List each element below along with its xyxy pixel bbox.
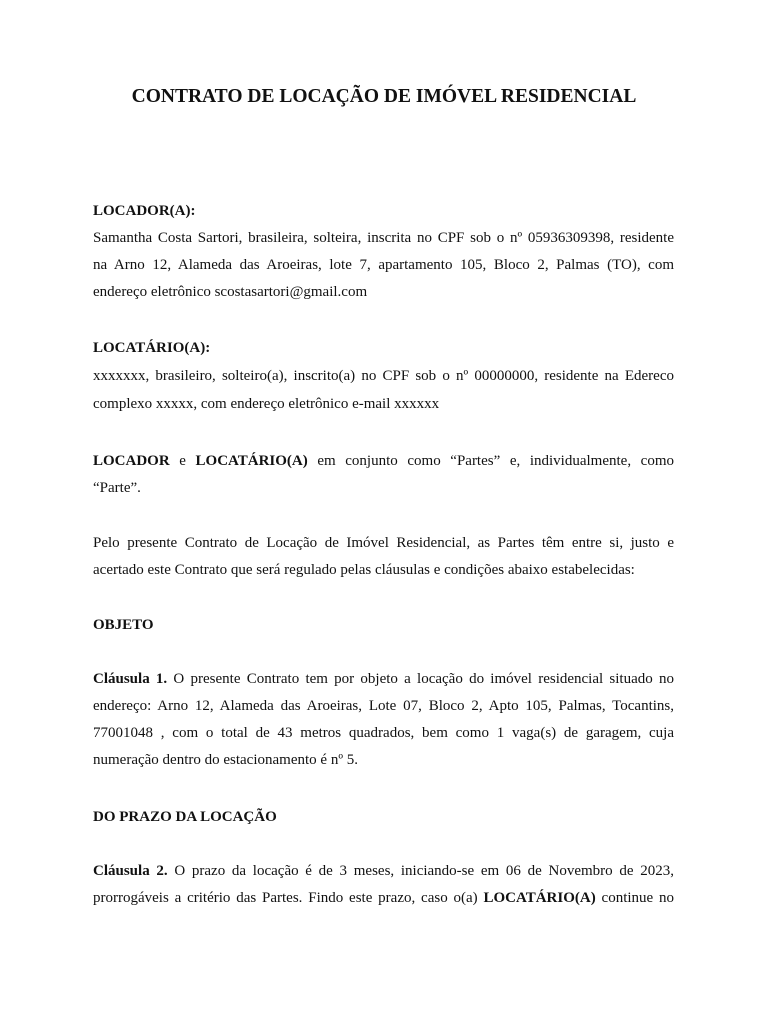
locador-label: LOCADOR(A): [93, 203, 196, 219]
clausula-text: prorrogáveis a critério das Partes. Findo este prazo, caso o(a) [93, 890, 484, 906]
locador-line: na Arno 12, Alameda das Aroeiras, lote 7, apartamento 105, Bloco 2, Palmas (TO), com [93, 257, 674, 273]
clausula-line: endereço: Arno 12, Alameda das Aroeiras, Lote 07, Bloco 2, Apto 105, Palmas, Tocantins, [93, 698, 674, 714]
clausula-line: 77001048 , com o total de 43 metros quadrados, bem como 1 vaga(s) de garagem, cuja [93, 725, 674, 741]
clausula-line [93, 666, 674, 693]
clausula-line: numeração dentro do estacionamento é nº 5. [93, 752, 358, 768]
clausula-2 [93, 858, 674, 912]
objeto-section [93, 612, 674, 639]
locador-section [93, 198, 674, 306]
locatario-label: LOCATÁRIO(A): [93, 340, 211, 356]
partes-line [93, 448, 674, 475]
clausula-line [93, 885, 674, 912]
clausula-label: Cláusula 1. [93, 671, 168, 687]
locador-line: Samantha Costa Sartori, brasileira, solteira, inscrita no CPF sob o nº 05936309398, residente [93, 230, 674, 246]
clausula-label: Cláusula 2. [93, 863, 168, 879]
preambulo-line: acertado este Contrato que será regulado pelas cláusulas e condições abaixo estabelecidas: [93, 562, 635, 578]
clausula-line [93, 858, 674, 885]
prazo-heading: DO PRAZO DA LOCAÇÃO [93, 809, 277, 825]
partes-paragraph [93, 448, 674, 502]
term-locatario: LOCATÁRIO(A) [483, 890, 596, 906]
clausula-text: continue no [595, 890, 674, 906]
clausula-text: O presente Contrato tem por objeto a locação do imóvel residencial situado no [167, 671, 674, 687]
locatario-line: xxxxxxx, brasileiro, solteiro(a), inscrito(a) no CPF sob o nº 00000000, residente na Edereco [93, 368, 674, 384]
term-locatario: LOCATÁRIO(A) [195, 453, 308, 469]
term-locador: LOCADOR [93, 453, 170, 469]
document-title: CONTRATO DE LOCAÇÃO DE IMÓVEL RESIDENCIAL [131, 86, 637, 107]
locatario-section [93, 335, 674, 418]
clausula-text: O prazo da locação é de 3 meses, iniciando-se em 06 de Novembro de 2023, [167, 863, 674, 879]
prazo-section [93, 804, 674, 831]
locador-line: endereço eletrônico scostasartori@gmail.com [93, 284, 368, 300]
clausula-1 [93, 666, 674, 774]
partes-line: “Parte”. [93, 480, 141, 496]
locatario-line: complexo xxxxx, com endereço eletrônico e-mail xxxxxx [93, 396, 440, 412]
partes-text: em conjunto como “Partes” e, individualmente, como [307, 453, 674, 469]
connector-text: e [169, 453, 196, 469]
preambulo-paragraph [93, 530, 674, 584]
objeto-heading: OBJETO [93, 617, 154, 633]
preambulo-line: Pelo presente Contrato de Locação de Imóvel Residencial, as Partes têm entre si, justo e [93, 535, 674, 551]
